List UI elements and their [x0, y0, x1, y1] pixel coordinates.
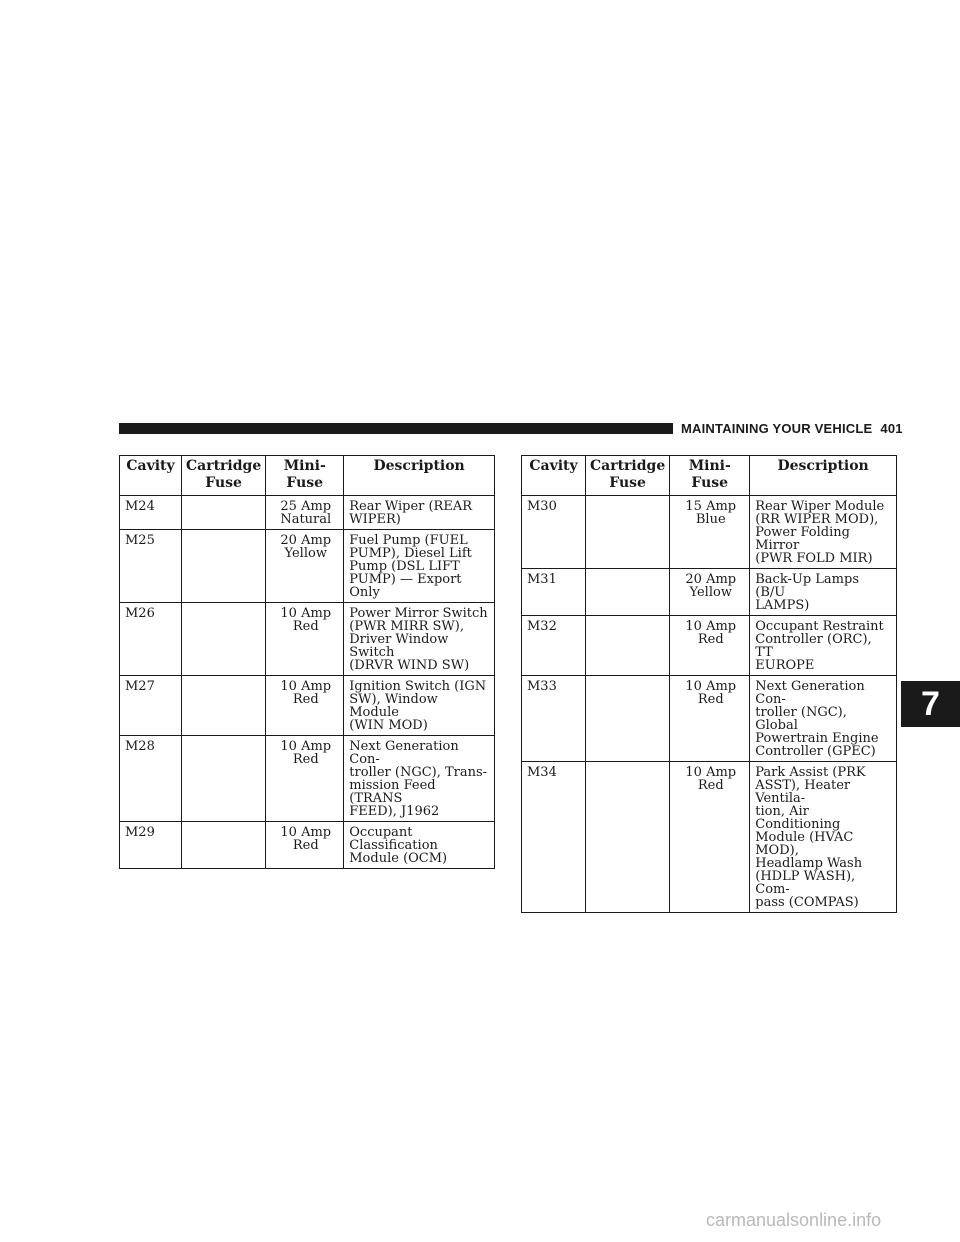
description-cell: Rear Wiper (REAR WIPER): [344, 496, 495, 530]
description-cell: Occupant Classification Module (OCM): [344, 822, 495, 869]
page-number: 401: [880, 421, 903, 436]
col-header-mini-fuse: Mini- Fuse: [670, 456, 750, 496]
mini-fuse-cell: 10 Amp Red: [266, 603, 344, 676]
table-row: [522, 762, 897, 913]
description-cell: Ignition Switch (IGN SW), Window Module (WIN MOD): [344, 676, 495, 736]
table-row: [522, 569, 897, 616]
description-cell: Fuel Pump (FUEL PUMP), Diesel Lift Pump (DSL LIFT PUMP) — Export Only: [344, 530, 495, 603]
col-header-cavity: Cavity: [522, 456, 586, 496]
table-row: [522, 616, 897, 676]
cavity-cell: M28: [120, 736, 182, 822]
mini-fuse-cell: 20 Amp Yellow: [266, 530, 344, 603]
cartridge-cell: [182, 736, 266, 822]
cartridge-cell: [182, 496, 266, 530]
table-row: [522, 676, 897, 762]
mini-fuse-cell: 15 Amp Blue: [670, 496, 750, 569]
description-cell: Park Assist (PRK ASST), Heater Ventila- tion, Air Conditioning Module (HVAC MOD), Headlamp Wash (HDLP WASH), Com- pass (COMPAS): [750, 762, 897, 913]
mini-fuse-cell: 10 Amp Red: [266, 822, 344, 869]
table-row: [522, 496, 897, 569]
chapter-tab: 7: [901, 681, 960, 727]
cartridge-cell: [586, 762, 670, 913]
cavity-cell: M34: [522, 762, 586, 913]
cartridge-cell: [586, 569, 670, 616]
mini-fuse-cell: 10 Amp Red: [670, 676, 750, 762]
col-header-cavity: Cavity: [120, 456, 182, 496]
watermark: carmanualsonline.info: [706, 1210, 882, 1230]
description-cell: Power Mirror Switch (PWR MIRR SW), Driver Window Switch (DRVR WIND SW): [344, 603, 495, 676]
cartridge-cell: [182, 603, 266, 676]
cartridge-cell: [586, 616, 670, 676]
mini-fuse-cell: 10 Amp Red: [670, 762, 750, 913]
mini-fuse-cell: 10 Amp Red: [266, 736, 344, 822]
cartridge-cell: [182, 822, 266, 869]
table-row: [120, 603, 495, 676]
fuse-table-left: [119, 455, 495, 869]
table-row: [120, 496, 495, 530]
mini-fuse-cell: 25 Amp Natural: [266, 496, 344, 530]
col-header-cartridge-fuse: Cartridge Fuse: [182, 456, 266, 496]
cavity-cell: M33: [522, 676, 586, 762]
description-cell: Occupant Restraint Controller (ORC), TT EUROPE: [750, 616, 897, 676]
cavity-cell: M31: [522, 569, 586, 616]
table-header-row: [522, 456, 897, 496]
table-header-row: [120, 456, 495, 496]
section-title: MAINTAINING YOUR VEHICLE: [681, 421, 873, 436]
col-header-mini-fuse: Mini- Fuse: [266, 456, 344, 496]
table-row: [120, 736, 495, 822]
cavity-cell: M24: [120, 496, 182, 530]
mini-fuse-cell: 10 Amp Red: [670, 616, 750, 676]
cartridge-cell: [182, 530, 266, 603]
cavity-cell: M27: [120, 676, 182, 736]
col-header-description: Description: [344, 456, 495, 496]
section-header: [681, 421, 903, 436]
cavity-cell: M25: [120, 530, 182, 603]
description-cell: Next Generation Con- troller (NGC), Global Powertrain Engine Controller (GPEC): [750, 676, 897, 762]
cartridge-cell: [182, 676, 266, 736]
cavity-cell: M30: [522, 496, 586, 569]
description-cell: Next Generation Con- troller (NGC), Trans- mission Feed (TRANS FEED), J1962: [344, 736, 495, 822]
fuse-table-right: [521, 455, 897, 913]
cartridge-cell: [586, 676, 670, 762]
description-cell: Back-Up Lamps (B/U LAMPS): [750, 569, 897, 616]
cavity-cell: M32: [522, 616, 586, 676]
description-cell: Rear Wiper Module (RR WIPER MOD), Power Folding Mirror (PWR FOLD MIR): [750, 496, 897, 569]
table-row: [120, 530, 495, 603]
cavity-cell: M26: [120, 603, 182, 676]
mini-fuse-cell: 10 Amp Red: [266, 676, 344, 736]
header-rule: [119, 423, 673, 434]
cavity-cell: M29: [120, 822, 182, 869]
cartridge-cell: [586, 496, 670, 569]
mini-fuse-cell: 20 Amp Yellow: [670, 569, 750, 616]
col-header-cartridge-fuse: Cartridge Fuse: [586, 456, 670, 496]
table-row: [120, 676, 495, 736]
col-header-description: Description: [750, 456, 897, 496]
table-row: [120, 822, 495, 869]
